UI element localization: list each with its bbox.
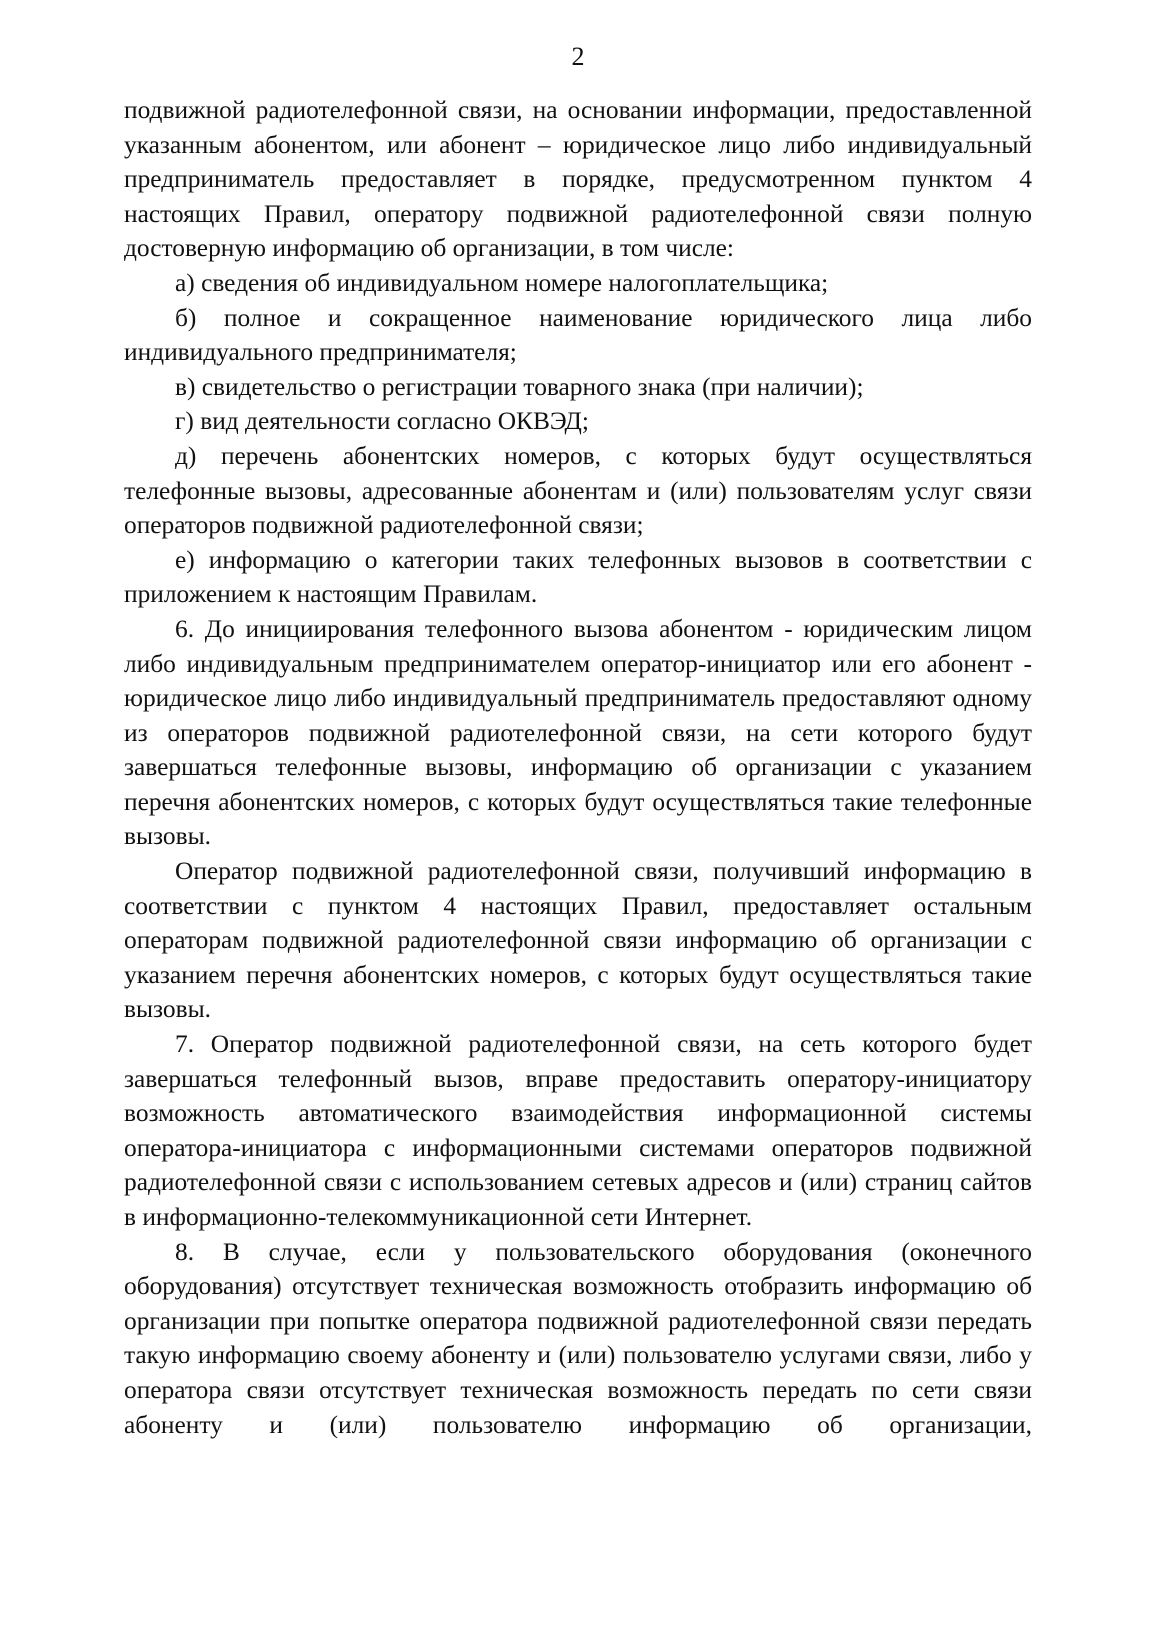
list-item-d: д) перечень абонентских номеров, с которых будут осуществляться телефонные вызовы, адресованные абонентам и (или) пользователям услуг связи операторов подвижной радиотелефонной связи; [124,441,1032,540]
document-body [124,93,1032,1442]
list-item-v: в) свидетельство о регистрации товарного знака (при наличии); [175,372,864,401]
paragraph-continuation: подвижной радиотелефонной связи, на основании информации, предоставленной указанным абонентом, или абонент – юридическое лицо либо индивидуальный предприниматель предоставляет в порядке, предусмотренном пунктом 4 настоящих Правил, оператору подвижной радиотелефонной связи полную достоверную информацию об организации, в том числе: [124,96,1032,263]
clause-6-part-2: Оператор подвижной радиотелефонной связи, получивший информацию в соответствии с пунктом 4 настоящих Правил, предоставляет остальным операторам подвижной радиотелефонной связи информацию об организации с указанием перечня абонентских номеров, с которых будут осуществляться такие вызовы. [124,857,1032,1024]
list-item-b: б) полное и сокращенное наименование юридического лица либо индивидуального предпринимателя; [124,303,1032,367]
clause-8: 8. В случае, если у пользовательского оборудования (оконечного оборудования) отсутствует техническая возможность отобразить информацию об организации при попытке оператора подвижной радиотелефонной связи передать такую информацию своему абоненту и (или) пользователю услугами связи, либо у оператора связи отсутствует техническая возможность передать по сети связи абоненту и (или) пользователю информацию об организации, [124,1237,1032,1439]
clause-6: 6. До инициирования телефонного вызова абонентом - юридическим лицом либо индивидуальным предпринимателем оператор-инициатор или его абонент - юридическое лицо либо индивидуальный предприниматель предоставляют одному из операторов подвижной радиотелефонной связи, на сети которого будут завершаться телефонные вызовы, информацию об организации с указанием перечня абонентских номеров, с которых будут осуществляться такие телефонные вызовы. [124,614,1032,851]
list-item-a: а) сведения об индивидуальном номере налогоплательщика; [175,268,829,297]
page-number: 2 [571,42,585,71]
clause-7: 7. Оператор подвижной радиотелефонной связи, на сеть которого будет завершаться телефонный вызов, вправе предоставить оператору-инициатору возможность автоматического взаимодействия информационной системы оператора-инициатора с информационными системами операторов подвижной радиотелефонной связи с использованием сетевых адресов и (или) страниц сайтов в информационно-телекоммуникационной сети Интернет. [124,1030,1032,1231]
list-item-g: г) вид деятельности согласно ОКВЭД; [175,407,589,436]
list-item-e: е) информацию о категории таких телефонных вызовов в соответствии с приложением к настоящим Правилам. [124,545,1032,609]
